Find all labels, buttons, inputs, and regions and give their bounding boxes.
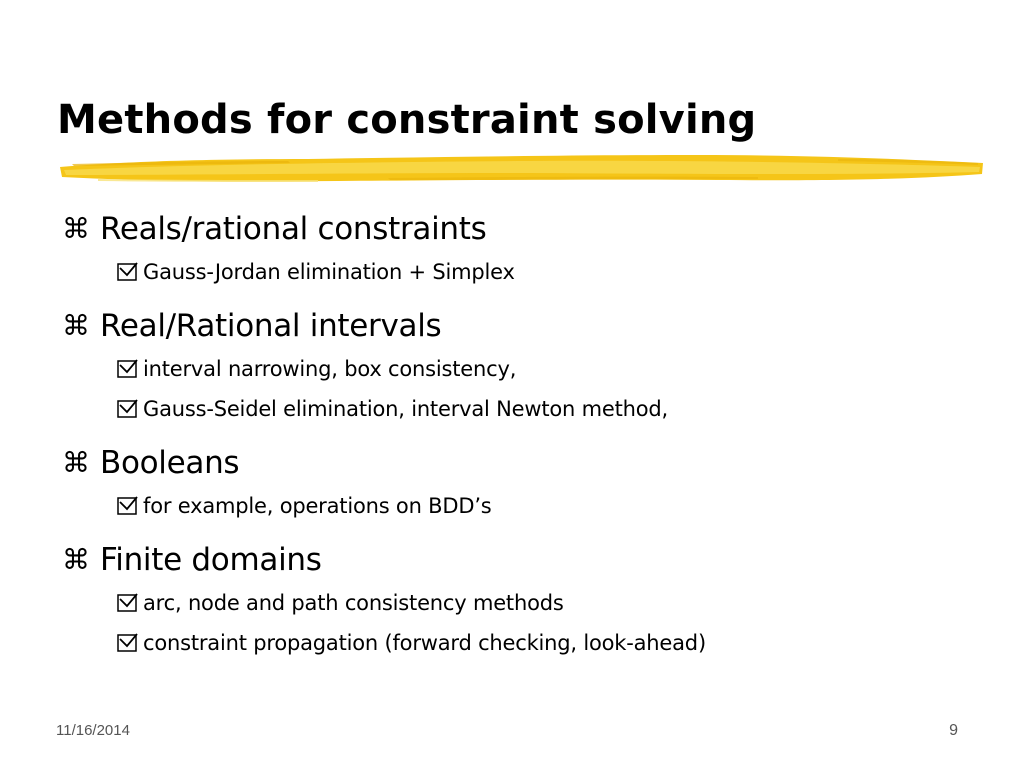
bullet-text: Reals/rational constraints <box>100 210 487 247</box>
sub-bullet-item <box>62 486 1002 526</box>
bullet-item <box>62 439 1002 486</box>
bullet-item <box>62 205 1002 252</box>
sub-bullet-text: Gauss-Seidel elimination, interval Newton method, <box>143 397 668 421</box>
bullet-item <box>62 536 1002 583</box>
spacer <box>62 429 1002 439</box>
sub-bullet-item <box>62 623 1002 663</box>
sub-bullet-item <box>62 349 1002 389</box>
sub-bullet-item <box>62 583 1002 623</box>
command-icon: ⌘ <box>62 446 90 479</box>
sub-bullet-text: Gauss-Jordan elimination + Simplex <box>143 260 515 284</box>
command-icon: ⌘ <box>62 543 90 576</box>
command-icon: ⌘ <box>62 212 90 245</box>
sub-bullet-text: interval narrowing, box consistency, <box>143 357 517 381</box>
command-icon: ⌘ <box>62 309 90 342</box>
bullet-text: Real/Rational intervals <box>100 307 442 344</box>
checkbox-icon <box>117 399 139 419</box>
bullet-list <box>62 205 1002 663</box>
page-number: 9 <box>949 722 958 739</box>
footer-date: 11/16/2014 <box>56 722 130 739</box>
sub-bullet-text: constraint propagation (forward checking, look-ahead) <box>143 631 706 655</box>
spacer <box>62 526 1002 536</box>
checkbox-icon <box>117 359 139 379</box>
slide-title: Methods for constraint solving <box>57 97 757 143</box>
checkbox-icon <box>117 633 139 653</box>
bullet-item <box>62 302 1002 349</box>
spacer <box>62 292 1002 302</box>
checkbox-icon <box>117 593 139 613</box>
checkbox-icon <box>117 496 139 516</box>
title-underline-brushstroke <box>58 150 986 190</box>
sub-bullet-text: arc, node and path consistency methods <box>143 591 564 615</box>
sub-bullet-item <box>62 389 1002 429</box>
sub-bullet-text: for example, operations on BDD’s <box>143 494 492 518</box>
sub-bullet-item <box>62 252 1002 292</box>
bullet-text: Finite domains <box>100 541 322 578</box>
bullet-text: Booleans <box>100 444 240 481</box>
checkbox-icon <box>117 262 139 282</box>
